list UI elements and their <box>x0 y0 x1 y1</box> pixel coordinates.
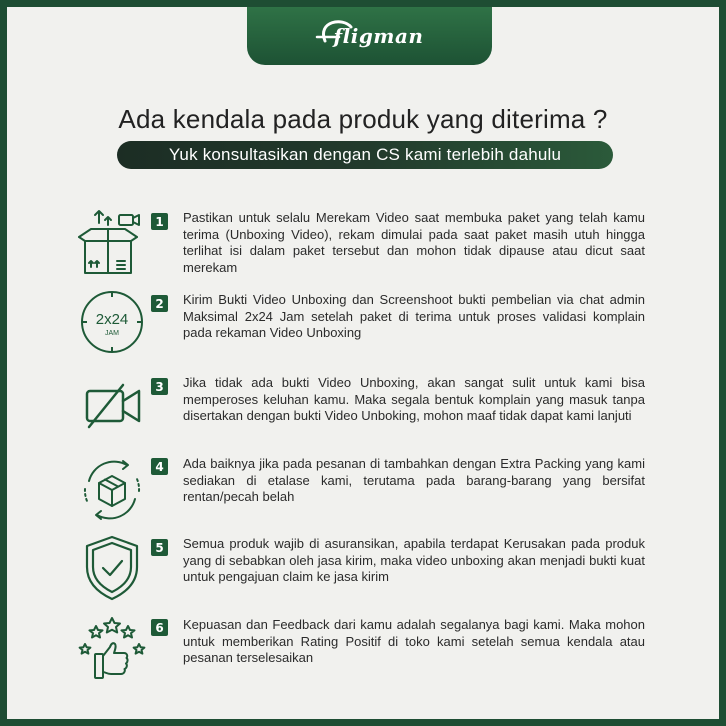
step-number-1: 1 <box>151 213 168 230</box>
step-number-3: 3 <box>151 378 168 395</box>
step-text-6: Kepuasan dan Feedback dari kamu adalah segalanya bagi kami. Maka mohon untuk memberikan Rating Positif di toko kami setelah semua kendala atau pesanan terselesaikan <box>183 617 645 665</box>
brand-logo-icon <box>247 7 492 65</box>
brand-tab <box>247 7 492 65</box>
step-number-2: 2 <box>151 295 168 312</box>
box-recycle-icon <box>77 455 147 525</box>
subtitle-pill: Yuk konsultasikan dengan CS kami terlebih dahulu <box>117 141 613 169</box>
step-text-2: Kirim Bukti Video Unboxing dan Screenshoot bukti pembelian via chat admin Maksimal 2x24 Jam setelah paket di terima untuk proses validasi komplain pada rekaman Video Unboxing <box>183 292 645 340</box>
shield-check-icon <box>77 533 147 603</box>
clock-label: 2x24 <box>95 311 129 328</box>
step-text-3: Jika tidak ada bukti Video Unboxing, akan sangat sulit untuk kami bisa memperoses keluhan kamu. Maka segala bentuk komplain yang masuk tanpa disertakan dengan bukti Video Unboking, mohon maaf tidak dapat kami lanjuti <box>183 375 645 423</box>
step-number-5: 5 <box>151 539 168 556</box>
page-title: Ada kendala pada produk yang diterima ? <box>118 104 608 134</box>
step-number-6: 6 <box>151 619 168 636</box>
brand-logo-text: fligman <box>333 24 424 48</box>
step-text-4: Ada baiknya jika pada pesanan di tambahkan dengan Extra Packing yang kami sediakan di etalase kami, terutama pada barang-barang yang bersifat rentan/pecah belah <box>183 456 645 504</box>
step-text-1: Pastikan untuk selalu Merekam Video saat membuka paket yang telah kamu terima (Unboxing Video), rekam dimulai pada saat paket masih utuh hingga terlihat isi dalam paket tersebut dan mohon tidak dipause atau dicut saat merekam <box>183 210 645 275</box>
unboxing-video-icon <box>77 207 147 277</box>
clock-sublabel: JAM <box>105 330 119 337</box>
infographic-card <box>7 7 719 719</box>
step-number-4: 4 <box>151 458 168 475</box>
video-off-icon <box>77 371 147 441</box>
step-text-5: Semua produk wajib di asuransikan, apabila terdapat Kerusakan pada produk yang di sebabkan oleh jasa kirim, maka video unboxing akan menjadi bukti kuat untuk pengajuan claim ke jasa kirim <box>183 536 645 584</box>
clock-24-hours-icon <box>77 287 147 357</box>
thumbs-up-stars-icon <box>77 614 147 684</box>
